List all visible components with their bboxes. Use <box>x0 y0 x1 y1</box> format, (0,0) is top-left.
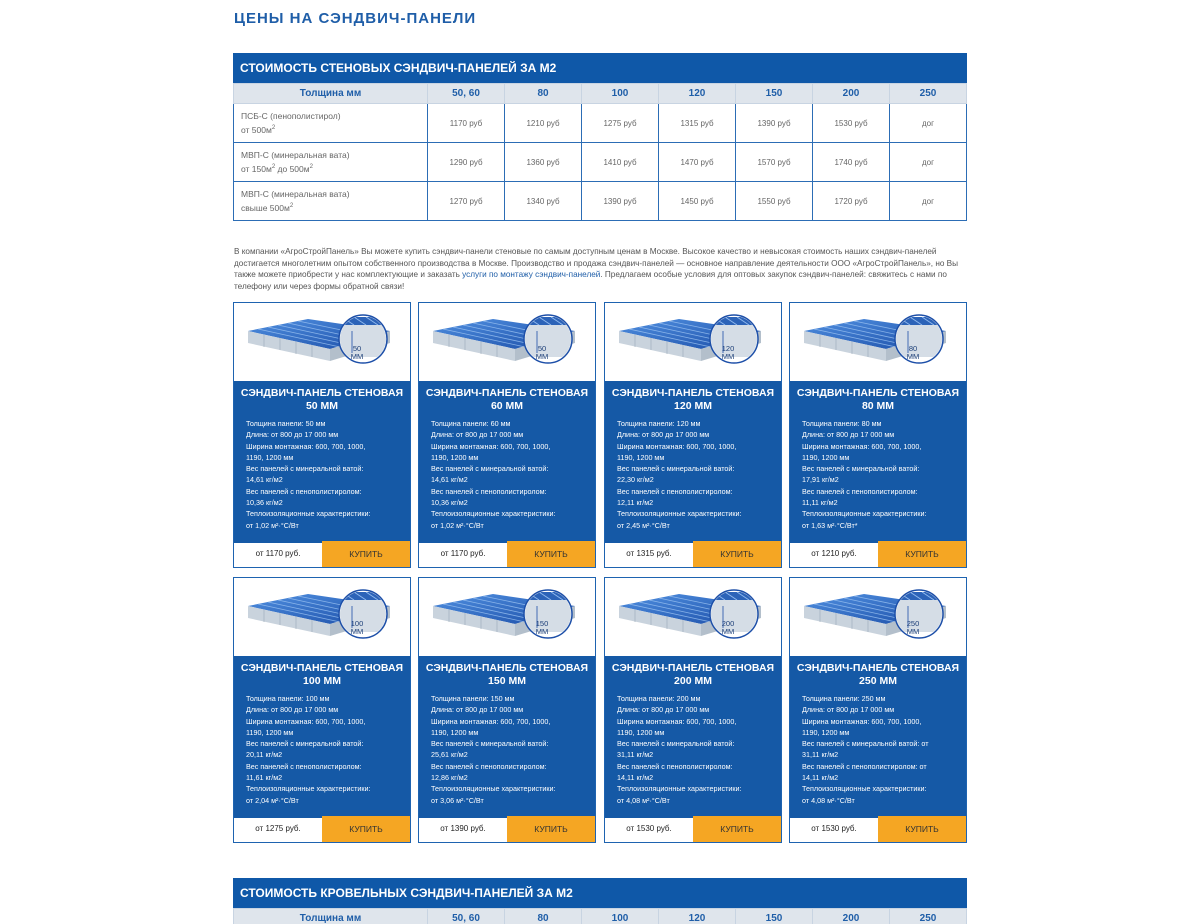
sup-exponent: 2 <box>271 164 276 171</box>
spec-line: Длина: от 800 до 17 000 мм <box>431 430 524 440</box>
spec-line: Ширина монтажная: 600, 700, 1000, <box>431 716 551 726</box>
buy-button[interactable]: КУПИТЬ <box>507 541 595 567</box>
header-cell: 120 <box>659 84 736 104</box>
panel-type-volume: от 500м <box>241 124 272 135</box>
price-cell: 1410 руб <box>582 143 659 182</box>
panel-type-cell <box>234 182 428 221</box>
spec-line: 11,61 кг/м2 <box>246 773 283 783</box>
price-cell: 1170 руб <box>428 104 505 143</box>
spec-line: Длина: от 800 до 17 000 мм <box>802 430 895 440</box>
thickness-badge-value: 50 <box>352 344 362 353</box>
spec-line: Теплоизоляционные характеристики: <box>617 784 742 794</box>
spec-line: от 1,02 м²·°С/Вт <box>246 520 299 530</box>
spec-line: 14,61 кг/м2 <box>431 475 468 485</box>
card-title <box>234 387 410 413</box>
header-cell: 200 <box>813 909 890 924</box>
thickness-badge-unit: ММ <box>721 627 735 636</box>
spec-line: 12,11 кг/м2 <box>617 498 654 508</box>
price-cell: 1720 руб <box>813 182 890 221</box>
spec-line: 1190, 1200 мм <box>431 727 479 737</box>
spec-line: Ширина монтажная: 600, 700, 1000, <box>617 716 737 726</box>
card-info <box>605 381 781 543</box>
buy-button[interactable]: КУПИТЬ <box>507 816 595 842</box>
card-price: от 1390 руб. <box>440 824 486 833</box>
card-price: от 1170 руб. <box>440 549 486 558</box>
spec-line: Вес панелей с пенополистиролом: <box>246 486 362 496</box>
card-title <box>419 662 595 688</box>
spec-line: 14,61 кг/м2 <box>246 475 283 485</box>
panel-type-cell <box>234 143 428 182</box>
panel-image <box>234 303 410 381</box>
spec-line: Вес панелей с минеральной ватой: от <box>802 739 929 749</box>
card-info <box>790 656 966 818</box>
price-cell: 1290 руб <box>428 143 505 182</box>
spec-line: Вес панелей с пенополистиролом: <box>617 761 733 771</box>
thickness-badge-value: 120 <box>721 344 735 353</box>
price-cell: 1470 руб <box>659 143 736 182</box>
price-cell: 1340 руб <box>505 182 582 221</box>
card-title-line1: СЭНДВИЧ-ПАНЕЛЬ СТЕНОВАЯ <box>240 662 404 674</box>
sup-exponent: 2 <box>271 125 276 132</box>
card-specs <box>802 418 960 531</box>
card-footer <box>234 541 410 567</box>
price-cell: 1360 руб <box>505 143 582 182</box>
spec-line: 14,11 кг/м2 <box>617 773 654 783</box>
roof-table-title: СТОИМОСТЬ КРОВЕЛЬНЫХ СЭНДВИЧ-ПАНЕЛЕЙ ЗА М2 <box>233 878 967 908</box>
panel-type-name: МВП-С (минеральная вата) <box>241 150 350 161</box>
spec-line: Теплоизоляционные характеристики: <box>246 509 371 519</box>
spec-line: от 2,04 м²·°С/Вт <box>246 795 299 805</box>
thickness-badge <box>346 345 368 361</box>
spec-line: Теплоизоляционные характеристики: <box>802 784 927 794</box>
spec-line: Вес панелей с пенополистиролом: <box>431 486 547 496</box>
spec-line: 20,11 кг/м2 <box>246 750 283 760</box>
thickness-badge-value: 250 <box>906 619 920 628</box>
panel-type-name: МВП-С (минеральная вата) <box>241 189 350 200</box>
sandwich-panel-image <box>234 578 410 656</box>
buy-button[interactable]: КУПИТЬ <box>322 541 410 567</box>
card-specs <box>617 418 775 531</box>
spec-line: Толщина панели: 50 мм <box>246 419 326 428</box>
spec-line: Ширина монтажная: 600, 700, 1000, <box>246 716 366 726</box>
spec-line: Теплоизоляционные характеристики: <box>617 509 742 519</box>
price-cell: 1450 руб <box>659 182 736 221</box>
thickness-badge <box>531 620 553 636</box>
card-title-line2: 50 ММ <box>305 400 339 412</box>
header-cell: 150 <box>736 84 813 104</box>
header-cell: 250 <box>890 909 967 924</box>
card-footer <box>790 541 966 567</box>
roof-prices-table <box>233 908 967 924</box>
panel-type-volume: от 150м <box>241 163 272 174</box>
sandwich-panel-image <box>419 578 595 656</box>
card-price: от 1210 руб. <box>811 549 857 558</box>
product-card[interactable] <box>604 577 782 843</box>
intro-text-part2: . Предлагаем особые условия для оптовых закупок сэндвич-панелей: свяжитесь с нами по телефону или через формы обратной связи! <box>234 270 947 291</box>
price-cell: 1210 руб <box>505 104 582 143</box>
spec-line: Вес панелей с пенополистиролом: от <box>802 761 927 771</box>
spec-line: 1190, 1200 мм <box>617 452 665 462</box>
spec-line: 1190, 1200 мм <box>802 727 850 737</box>
card-info <box>419 381 595 543</box>
spec-line: от 2,45 м²·°С/Вт <box>617 520 670 530</box>
spec-line: от 4,08 м²·°С/Вт <box>617 795 670 805</box>
spec-line: Вес панелей с минеральной ватой: <box>246 739 364 749</box>
price-cell: дог <box>890 182 967 221</box>
spec-line: 14,11 кг/м2 <box>802 773 839 783</box>
panel-image <box>605 303 781 381</box>
panel-image <box>234 578 410 656</box>
thickness-badge <box>531 345 553 361</box>
spec-line: 17,91 кг/м2 <box>802 475 839 485</box>
wall-price-table <box>233 53 967 221</box>
thickness-badge-unit: ММ <box>721 352 735 361</box>
price-cell: 1390 руб <box>582 182 659 221</box>
card-footer <box>790 816 966 842</box>
spec-line: Длина: от 800 до 17 000 мм <box>246 430 339 440</box>
spec-line: 31,11 кг/м2 <box>802 750 839 760</box>
header-cell: 80 <box>505 84 582 104</box>
spec-line: Длина: от 800 до 17 000 мм <box>802 705 895 715</box>
spec-line: Толщина панели: 200 мм <box>617 694 701 703</box>
thickness-badge-value: 150 <box>535 619 549 628</box>
price-cell: 1275 руб <box>582 104 659 143</box>
card-info <box>790 381 966 543</box>
intro-text <box>234 246 968 292</box>
spec-line: Теплоизоляционные характеристики: <box>246 784 371 794</box>
card-title <box>790 387 966 413</box>
spec-line: Ширина монтажная: 600, 700, 1000, <box>802 441 922 451</box>
intro-text-part1: В компании «АгроСтройПанель» Вы можете купить сэндвич-панели стеновые по самым доступным ценам в Москве. Высокое качество и невысокая стоимость наших сэндвич-панелей достигается многолетним опытом собственного производства в Москве. Производство и продажа сэндвич-панелей — основное направление деятельности ООО «АгроСтройПанель», но Вы также можете приобрести у нас комплектующие и заказать <box>234 247 959 279</box>
sandwich-panel-image <box>790 303 966 381</box>
card-title-line2: 60 ММ <box>490 400 524 412</box>
card-price: от 1275 руб. <box>255 824 301 833</box>
buy-button[interactable]: КУПИТЬ <box>878 816 966 842</box>
header-cell: 100 <box>582 909 659 924</box>
spec-line: Толщина панели: 60 мм <box>431 419 511 428</box>
price-cell: 1270 руб <box>428 182 505 221</box>
spec-line: Вес панелей с пенополистиролом: <box>802 486 918 496</box>
spec-line: Теплоизоляционные характеристики: <box>431 784 556 794</box>
spec-line: Вес панелей с пенополистиролом: <box>431 761 547 771</box>
thickness-badge-value: 100 <box>350 619 364 628</box>
spec-line: 25,61 кг/м2 <box>431 750 468 760</box>
spec-line: Вес панелей с минеральной ватой: <box>617 739 735 749</box>
spec-line: Длина: от 800 до 17 000 мм <box>246 705 339 715</box>
card-specs <box>802 693 960 806</box>
thickness-badge-unit: ММ <box>906 352 920 361</box>
product-card[interactable] <box>233 302 411 568</box>
buy-button[interactable]: КУПИТЬ <box>322 816 410 842</box>
thickness-badge-value: 80 <box>908 344 918 353</box>
spec-line: 31,11 кг/м2 <box>617 750 654 760</box>
sandwich-panel-image <box>605 303 781 381</box>
card-footer <box>605 541 781 567</box>
product-card[interactable] <box>604 302 782 568</box>
product-card[interactable] <box>789 302 967 568</box>
spec-line: Длина: от 800 до 17 000 мм <box>617 705 710 715</box>
sup-exponent: 2 <box>309 164 313 171</box>
card-title <box>234 662 410 688</box>
spec-line: 1190, 1200 мм <box>246 452 294 462</box>
spec-line: от 4,08 м²·°С/Вт <box>802 795 855 805</box>
header-cell: 200 <box>813 84 890 104</box>
card-footer <box>234 816 410 842</box>
buy-button[interactable]: КУПИТЬ <box>878 541 966 567</box>
spec-line: Длина: от 800 до 17 000 мм <box>431 705 524 715</box>
spec-line: Вес панелей с минеральной ватой: <box>617 464 735 474</box>
card-title-line1: СЭНДВИЧ-ПАНЕЛЬ СТЕНОВАЯ <box>240 387 404 399</box>
spec-line: Вес панелей с пенополистиролом: <box>617 486 733 496</box>
page-title: ЦЕНЫ НА СЭНДВИЧ-ПАНЕЛИ <box>234 10 477 27</box>
panel-type-name: ПСБ-С (пенополистирол) <box>241 111 341 122</box>
card-title-line1: СЭНДВИЧ-ПАНЕЛЬ СТЕНОВАЯ <box>796 662 960 674</box>
sup-exponent: 2 <box>289 203 294 210</box>
header-cell: Толщина мм <box>234 909 428 924</box>
card-specs <box>431 418 589 531</box>
spec-line: 1190, 1200 мм <box>802 452 850 462</box>
card-title-line2: 120 ММ <box>674 400 712 412</box>
card-title-line1: СЭНДВИЧ-ПАНЕЛЬ СТЕНОВАЯ <box>796 387 960 399</box>
thickness-badge <box>902 345 924 361</box>
spec-line: Ширина монтажная: 600, 700, 1000, <box>246 441 366 451</box>
buy-button[interactable]: КУПИТЬ <box>693 816 781 842</box>
roof-table-header-row <box>234 909 967 924</box>
spec-line: 22,30 кг/м2 <box>617 475 654 485</box>
spec-line: 10,36 кг/м2 <box>246 498 283 508</box>
card-title <box>790 662 966 688</box>
card-title-line1: СЭНДВИЧ-ПАНЕЛЬ СТЕНОВАЯ <box>425 387 589 399</box>
card-specs <box>431 693 589 806</box>
header-cell: 120 <box>659 909 736 924</box>
product-card[interactable] <box>418 577 596 843</box>
price-cell: 1530 руб <box>813 104 890 143</box>
card-footer <box>605 816 781 842</box>
header-cell: 250 <box>890 84 967 104</box>
mounting-services-link[interactable]: услуги по монтажу сэндвич-панелей <box>462 270 601 279</box>
spec-line: 11,11 кг/м2 <box>802 498 838 508</box>
sandwich-panel-image <box>419 303 595 381</box>
card-title-line2: 150 ММ <box>488 675 526 687</box>
spec-line: Толщина панели: 250 мм <box>802 694 886 703</box>
card-title <box>419 387 595 413</box>
spec-line: Вес панелей с минеральной ватой: <box>802 464 920 474</box>
card-title-line1: СЭНДВИЧ-ПАНЕЛЬ СТЕНОВАЯ <box>611 387 775 399</box>
spec-line: от 1,63 м²·°С/Вт* <box>802 520 858 530</box>
product-card[interactable] <box>789 577 967 843</box>
spec-line: от 3,06 м²·°С/Вт <box>431 795 484 805</box>
spec-line: от 1,02 м²·°С/Вт <box>431 520 484 530</box>
spec-line: Толщина панели: 80 мм <box>802 419 882 428</box>
card-info <box>605 656 781 818</box>
card-title-line1: СЭНДВИЧ-ПАНЕЛЬ СТЕНОВАЯ <box>425 662 589 674</box>
spec-line: Ширина монтажная: 600, 700, 1000, <box>802 716 922 726</box>
wall-table-header-row <box>234 84 967 104</box>
panel-image <box>419 303 595 381</box>
card-price: от 1170 руб. <box>255 549 301 558</box>
thickness-badge-unit: ММ <box>906 627 920 636</box>
buy-button[interactable]: КУПИТЬ <box>693 541 781 567</box>
spec-line: Толщина панели: 150 мм <box>431 694 515 703</box>
product-card[interactable] <box>233 577 411 843</box>
thickness-badge-unit: ММ <box>535 627 549 636</box>
price-cell: 1390 руб <box>736 104 813 143</box>
sandwich-panel-image <box>234 303 410 381</box>
header-cell: 50, 60 <box>428 84 505 104</box>
sandwich-panel-image <box>790 578 966 656</box>
spec-line: Вес панелей с минеральной ватой: <box>431 739 549 749</box>
price-cell: дог <box>890 143 967 182</box>
header-cell: 50, 60 <box>428 909 505 924</box>
wall-prices-table <box>233 83 967 221</box>
card-footer <box>419 541 595 567</box>
spec-line: 1190, 1200 мм <box>246 727 294 737</box>
card-info <box>234 656 410 818</box>
thickness-badge <box>902 620 924 636</box>
card-title-line2: 100 ММ <box>303 675 341 687</box>
price-cell: 1570 руб <box>736 143 813 182</box>
spec-line: 1190, 1200 мм <box>431 452 479 462</box>
spec-line: Вес панелей с пенополистиролом: <box>246 761 362 771</box>
spec-line: Толщина панели: 100 мм <box>246 694 330 703</box>
panel-image <box>790 303 966 381</box>
thickness-badge <box>717 345 739 361</box>
spec-line: Вес панелей с минеральной ватой: <box>431 464 549 474</box>
table-row <box>234 143 967 182</box>
panel-type-cell <box>234 104 428 143</box>
spec-line: Толщина панели: 120 мм <box>617 419 701 428</box>
header-cell: Толщина мм <box>234 84 428 104</box>
card-title <box>605 662 781 688</box>
thickness-badge-unit: ММ <box>350 352 364 361</box>
product-card[interactable] <box>418 302 596 568</box>
card-price: от 1315 руб. <box>626 549 672 558</box>
card-specs <box>617 693 775 806</box>
card-footer <box>419 816 595 842</box>
card-price: от 1530 руб. <box>811 824 857 833</box>
thickness-badge <box>717 620 739 636</box>
panel-image <box>419 578 595 656</box>
price-cell: 1740 руб <box>813 143 890 182</box>
spec-line: Длина: от 800 до 17 000 мм <box>617 430 710 440</box>
header-cell: 150 <box>736 909 813 924</box>
card-title-line1: СЭНДВИЧ-ПАНЕЛЬ СТЕНОВАЯ <box>611 662 775 674</box>
price-cell: 1550 руб <box>736 182 813 221</box>
card-title <box>605 387 781 413</box>
thickness-badge-unit: ММ <box>535 352 549 361</box>
thickness-badge <box>346 620 368 636</box>
card-info <box>419 656 595 818</box>
panel-image <box>605 578 781 656</box>
spec-line: Теплоизоляционные характеристики: <box>431 509 556 519</box>
price-cell: дог <box>890 104 967 143</box>
price-cell: 1315 руб <box>659 104 736 143</box>
spec-line: Теплоизоляционные характеристики: <box>802 509 927 519</box>
roof-price-table <box>233 878 967 924</box>
panel-type-volume: свыше 500м <box>241 202 290 213</box>
spec-line: Вес панелей с минеральной ватой: <box>246 464 364 474</box>
spec-line: Ширина монтажная: 600, 700, 1000, <box>617 441 737 451</box>
card-title-line2: 200 ММ <box>674 675 712 687</box>
thickness-badge-value: 50 <box>537 344 547 353</box>
card-title-line2: 250 ММ <box>859 675 897 687</box>
card-title-line2: 80 ММ <box>861 400 895 412</box>
spec-line: 10,36 кг/м2 <box>431 498 468 508</box>
spec-line: 1190, 1200 мм <box>617 727 665 737</box>
wall-table-title: СТОИМОСТЬ СТЕНОВЫХ СЭНДВИЧ-ПАНЕЛЕЙ ЗА М2 <box>233 53 967 83</box>
card-info <box>234 381 410 543</box>
card-specs <box>246 418 404 531</box>
table-row <box>234 182 967 221</box>
spec-line: 12,86 кг/м2 <box>431 773 468 783</box>
panel-image <box>790 578 966 656</box>
thickness-badge-value: 200 <box>721 619 735 628</box>
card-specs <box>246 693 404 806</box>
header-cell: 100 <box>582 84 659 104</box>
thickness-badge-unit: ММ <box>350 627 364 636</box>
spec-line: Ширина монтажная: 600, 700, 1000, <box>431 441 551 451</box>
panel-type-volume-upper: до 500м <box>275 163 310 174</box>
sandwich-panel-image <box>605 578 781 656</box>
card-price: от 1530 руб. <box>626 824 672 833</box>
header-cell: 80 <box>505 909 582 924</box>
table-row <box>234 104 967 143</box>
